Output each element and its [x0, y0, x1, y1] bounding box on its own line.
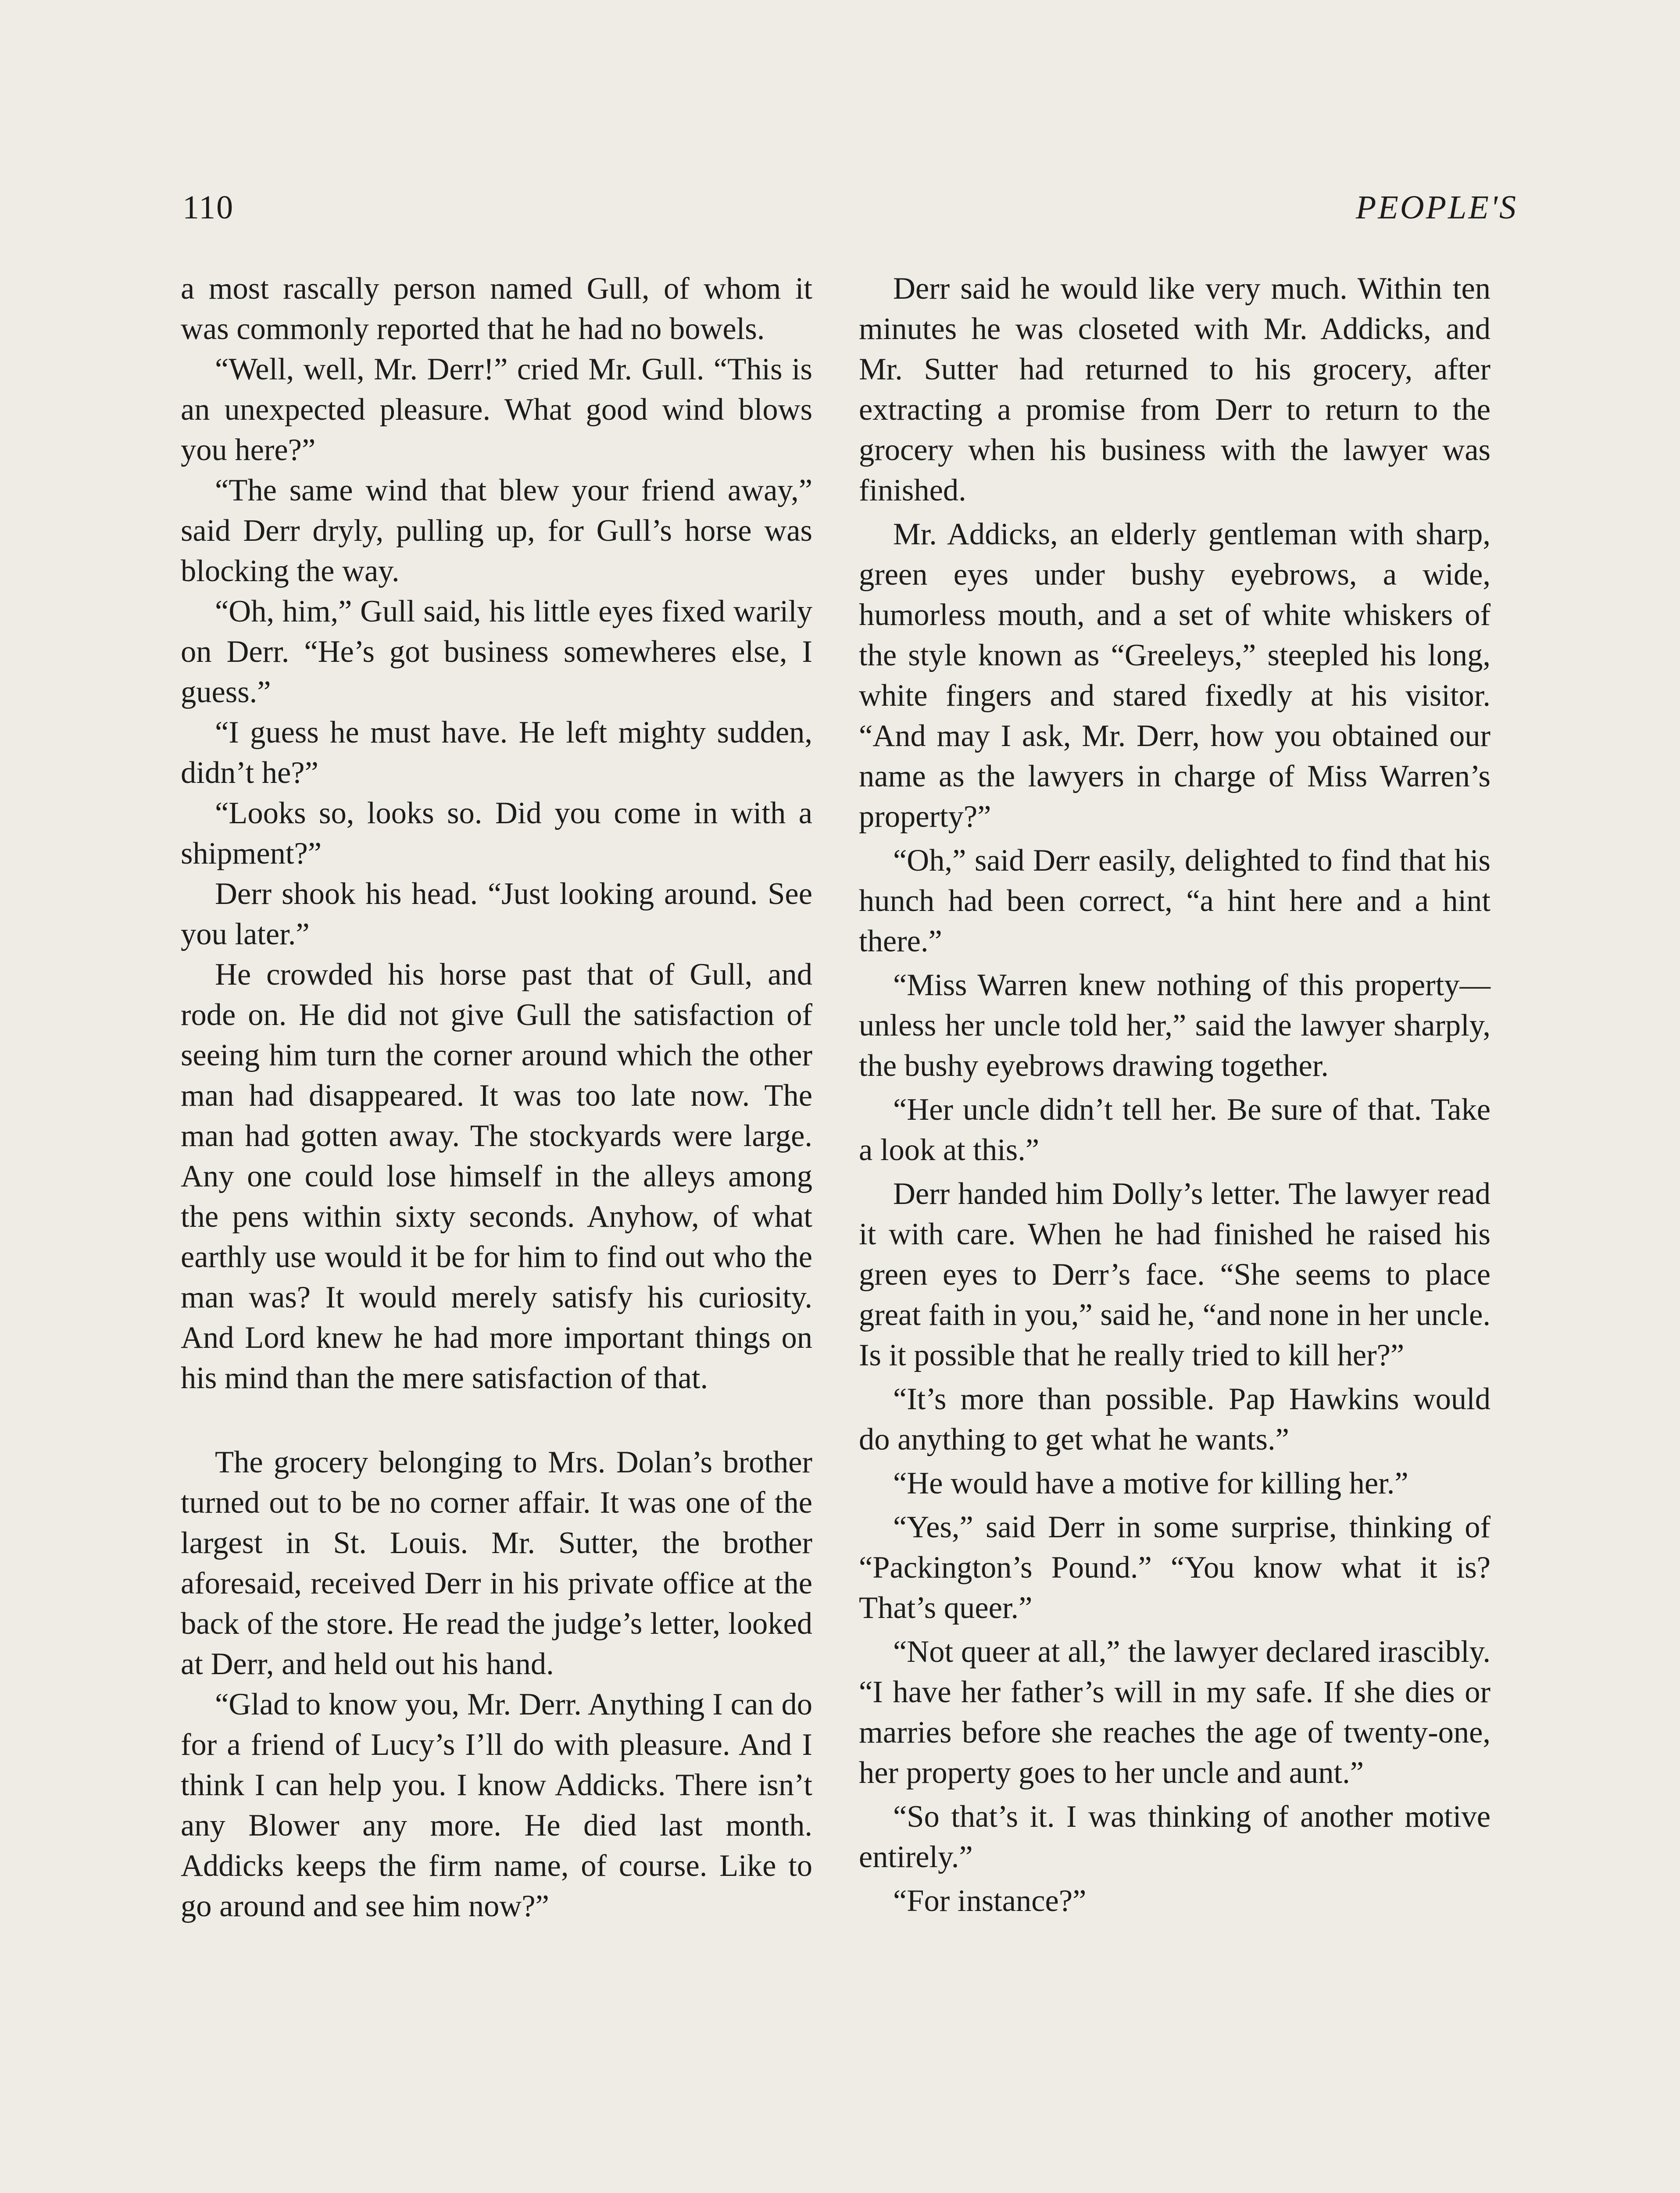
- paragraph: “Oh,” said Derr easily, delighted to find that his hunch had been correct, “a hint here and a hint there.”: [859, 843, 1491, 958]
- paragraph: a most rascally person named Gull, of whom it was commonly reported that he had no bowels.: [181, 271, 812, 346]
- paragraph: “I guess he must have. He left mighty sudden, didn’t he?”: [181, 715, 812, 790]
- paragraph: The grocery belonging to Mrs. Dolan’s brother turned out to be no corner affair. It was one of the largest in St. Louis. Mr. Sutter, the brother aforesaid, received Derr in his private office at the back of the store. He read the judge’s letter, looked at Derr, and held out his hand.: [181, 1445, 812, 1681]
- paragraph: “For instance?”: [893, 1884, 1087, 1918]
- paragraph: “Oh, him,” Gull said, his little eyes fixed warily on Derr. “He’s got business somewheres else, I guess.”: [181, 594, 812, 709]
- paragraph: “Miss Warren knew nothing of this property—unless her uncle told her,” said the lawyer sharply, the bushy eyebrows drawing together.: [859, 968, 1491, 1083]
- paragraph: Derr shook his head. “Just looking around. See you later.”: [181, 877, 812, 951]
- paragraph: “Yes,” said Derr in some surprise, thinking of “Packington’s Pound.” “You know what it is? That’s queer.”: [859, 1510, 1491, 1625]
- page-header: [182, 189, 1518, 237]
- paragraph: Derr said he would like very much. Within ten minutes he was closeted with Mr. Addicks, and Mr. Sutter had returned to his grocery, after extracting a promise from Derr to return to the grocery when his business with the lawyer was finished.: [859, 271, 1491, 507]
- paragraph: “Looks so, looks so. Did you come in with a shipment?”: [181, 796, 812, 871]
- paragraph: He crowded his horse past that of Gull, and rode on. He did not give Gull the satisfaction of seeing him turn the corner around which the other man had disappeared. It was too late now. The man had gotten away. The stockyards were large. Any one could lose himself in the alleys among the pens within sixty seconds. Anyhow, of what earthly use would it be for him to find out who the man was? It would merely satisfy his curiosity. And Lord knew he had more important things on his mind than the mere satisfaction of that.: [181, 957, 812, 1395]
- running-head: PEOPLE'S: [1355, 189, 1518, 226]
- paragraph: “He would have a motive for killing her.”: [893, 1466, 1408, 1500]
- paragraph: Mr. Addicks, an elderly gentleman with sharp, green eyes under bushy eyebrows, a wide, humorless mouth, and a set of white whiskers of the style known as “Greeleys,” steepled his long, white fingers and stared fixedly at his visitor. “And may I ask, Mr. Derr, how you obtained our name as the lawyers in charge of Miss Warren’s property?”: [859, 517, 1491, 834]
- paragraph: “The same wind that blew your friend away,” said Derr dryly, pulling up, for Gull’s horse was blocking the way.: [181, 473, 812, 588]
- paragraph: “It’s more than possible. Pap Hawkins would do anything to get what he wants.”: [859, 1382, 1491, 1457]
- page-number: 110: [182, 189, 234, 226]
- paragraph: Derr handed him Dolly’s letter. The lawyer read it with care. When he had finished he raised his green eyes to Derr’s face. “She seems to place great faith in you,” said he, “and none in her uncle. Is it possible that he really tried to kill her?”: [859, 1177, 1491, 1372]
- paragraph: “Not queer at all,” the lawyer declared irascibly. “I have her father’s will in my safe. If she dies or marries before she reaches the age of twenty-one, her property goes to her uncle and aunt.”: [859, 1635, 1491, 1790]
- paragraph: “Glad to know you, Mr. Derr. Anything I can do for a friend of Lucy’s I’ll do with pleasure. And I think I can help you. I know Addicks. There isn’t any Blower any more. He died last month. Addicks keeps the firm name, of course. Like to go around and see him now?”: [181, 1687, 812, 1923]
- paragraph: “So that’s it. I was thinking of another motive entirely.”: [859, 1800, 1491, 1874]
- right-column: [859, 268, 1491, 1921]
- paragraph: “Her uncle didn’t tell her. Be sure of that. Take a look at this.”: [859, 1093, 1491, 1167]
- left-column: [181, 268, 812, 1926]
- paragraph: “Well, well, Mr. Derr!” cried Mr. Gull. “This is an unexpected pleasure. What good wind blows you here?”: [181, 352, 812, 467]
